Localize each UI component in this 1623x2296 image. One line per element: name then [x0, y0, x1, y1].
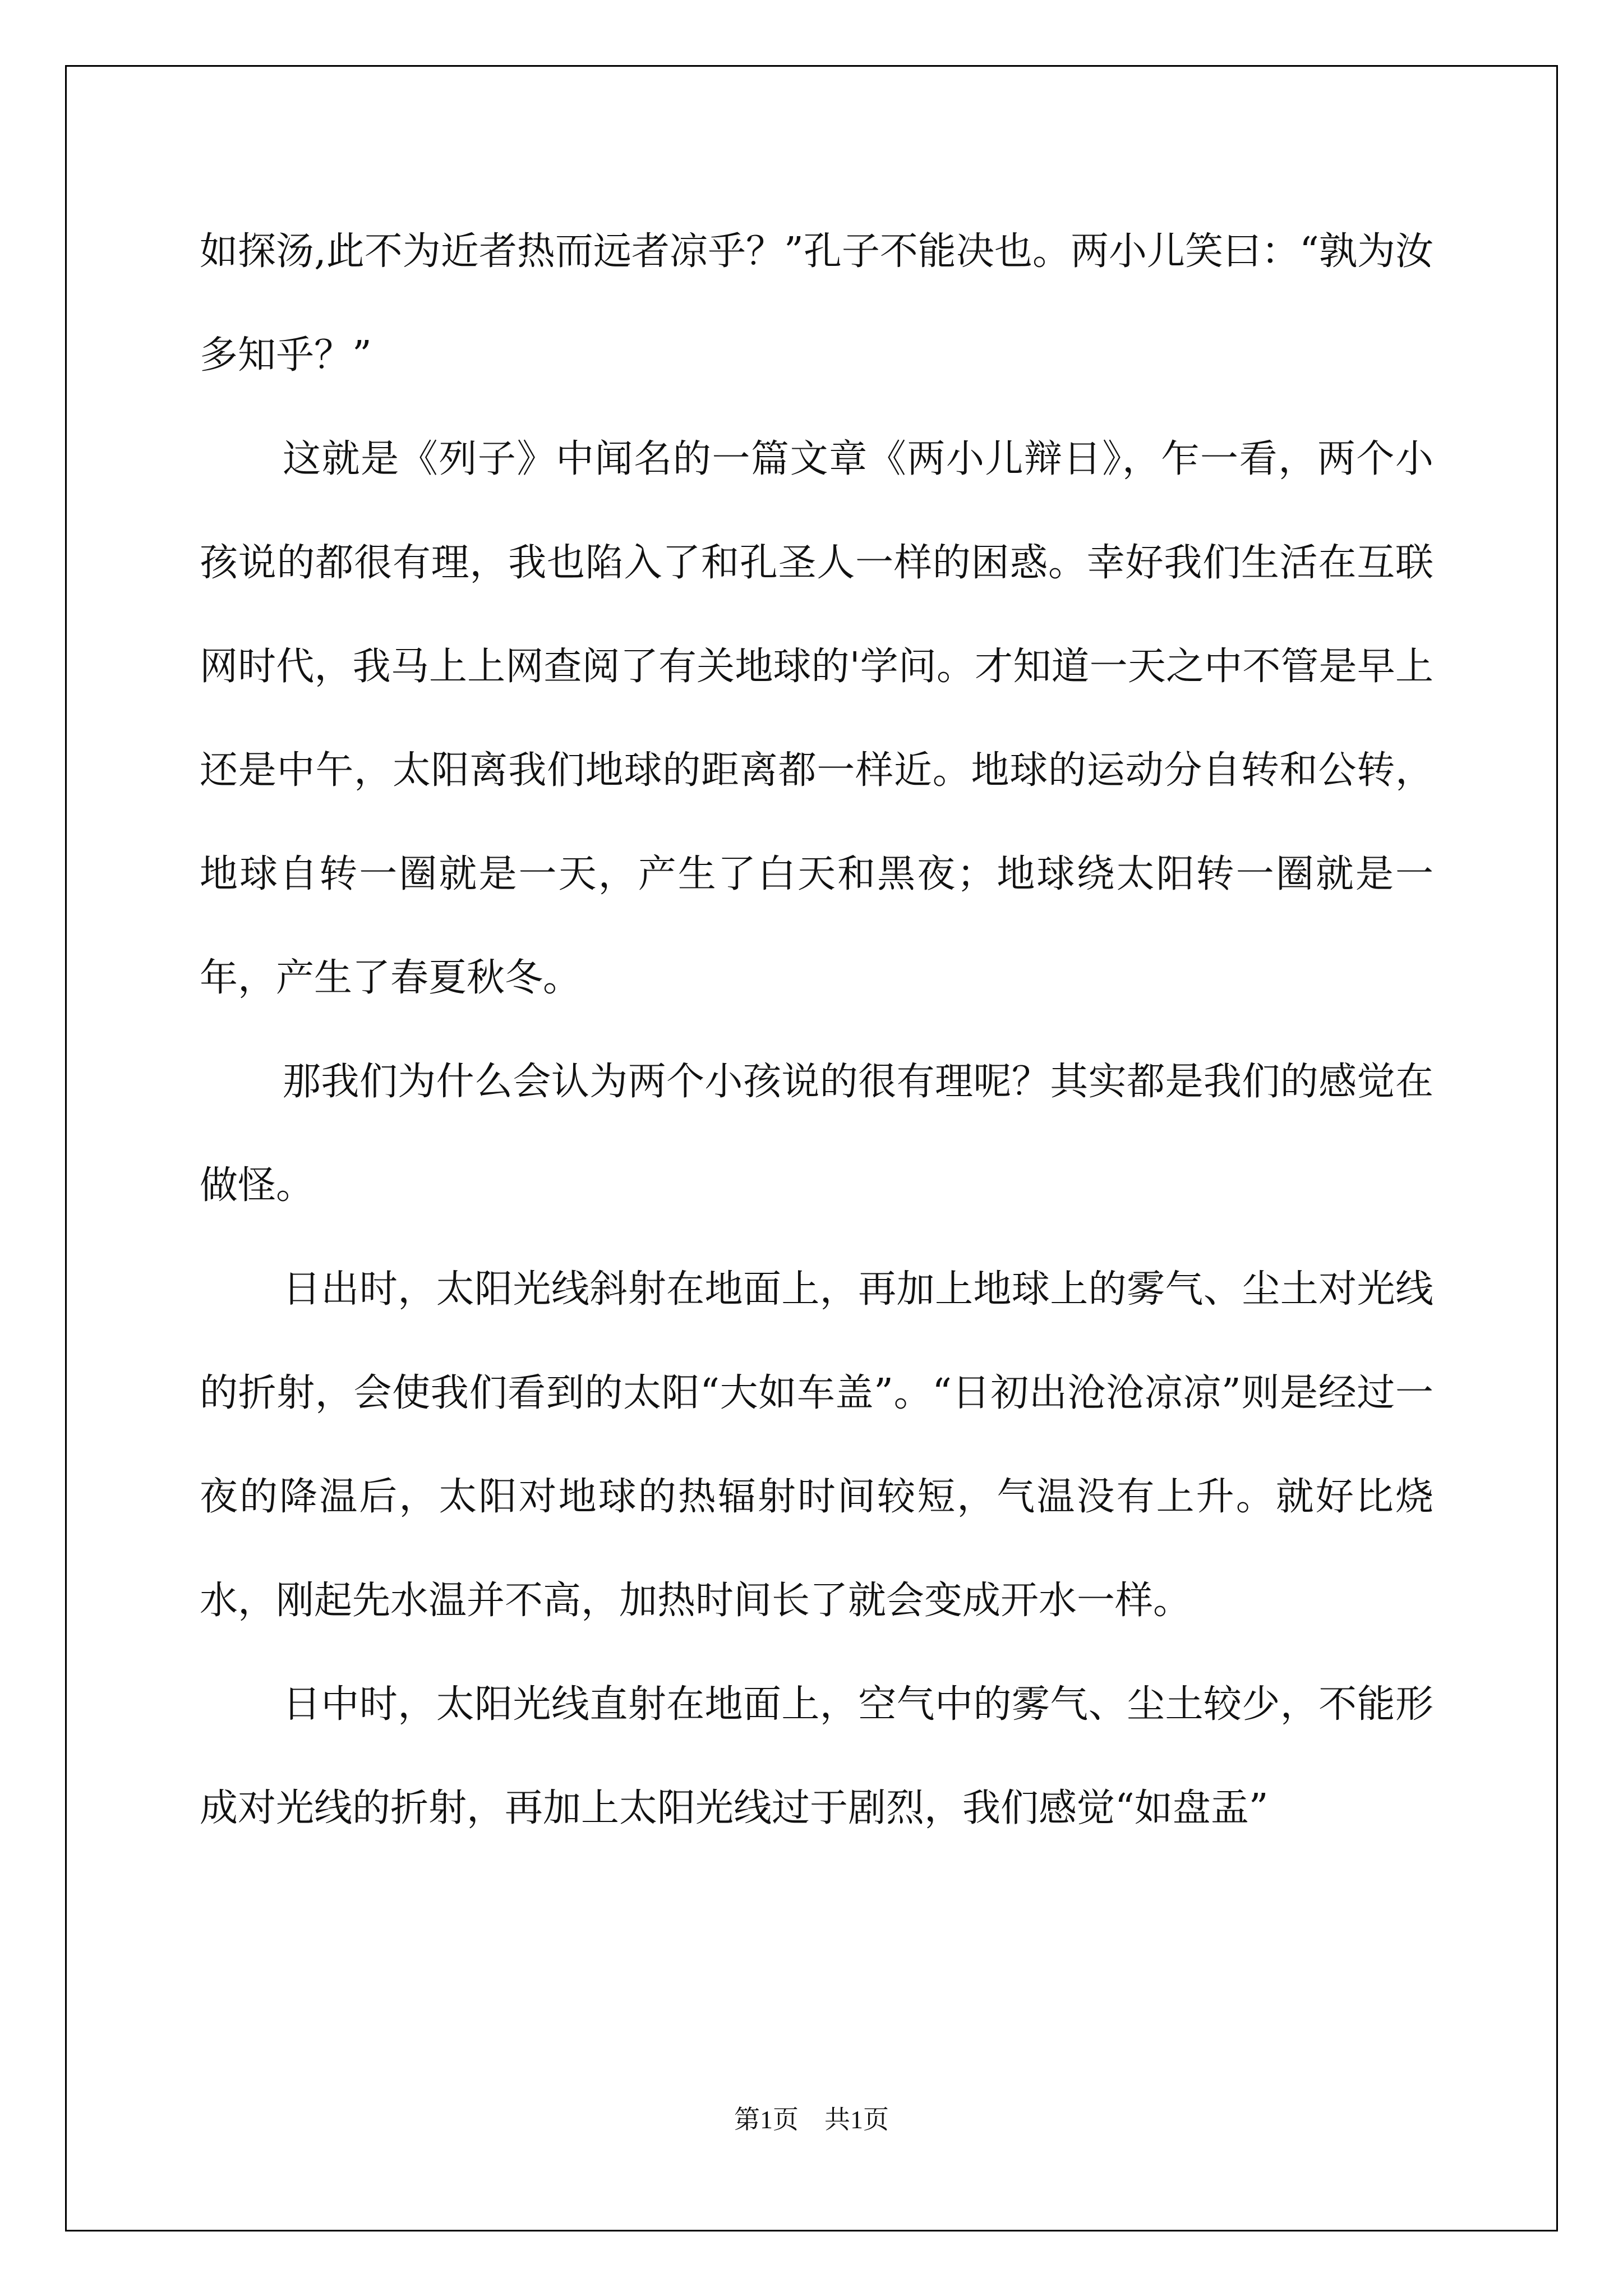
- page-number-footer: 第1页 共1页: [734, 2105, 889, 2134]
- document-body: [200, 200, 1433, 1860]
- paragraph-4: 日出时，太阳光线斜射在地面上，再加上地球上的雾气、尘土对光线的折射，会使我们看到的太阳“大如车盖”。“日初出沧沧凉凉”则是经过一夜的降温后，太阳对地球的热辐射时间较短，气温没有上升。就好比烧水，刚起先水温并不高，加热时间长了就会变成开水一样。: [200, 1267, 1433, 1623]
- paragraph-1: 如探汤,此不为近者热而远者凉乎？”孔子不能决也。两小儿笑曰：“孰为汝多知乎？”: [200, 229, 1433, 378]
- paragraph-3: 那我们为什么会认为两个小孩说的很有理呢？其实都是我们的感觉在做怪。: [200, 1060, 1433, 1208]
- paragraph-2: 这就是《列子》中闻名的一篇文章《两小儿辩日》，乍一看，两个小孩说的都很有理，我也陷入了和孔圣人一样的困惑。幸好我们生活在互联网时代，我马上上网查阅了有关地球的'学问。才知道一天之中不管是早上还是中午，太阳离我们地球的距离都一样近。地球的运动分自转和公转，地球自转一圈就是一天，产生了白天和黑夜；地球绕太阳转一圈就是一年，产生了春夏秋冬。: [200, 437, 1433, 1000]
- paragraph-5: 日中时，太阳光线直射在地面上，空气中的雾气、尘土较少，不能形成对光线的折射，再加上太阳光线过于剧烈，我们感觉“如盘盂”: [200, 1682, 1433, 1830]
